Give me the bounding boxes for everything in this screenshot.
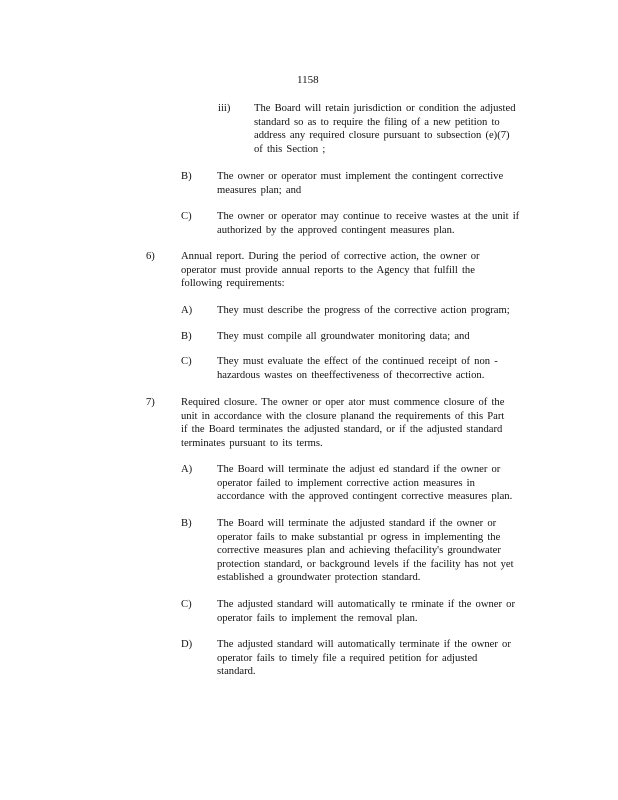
text-line: operator failed to implement corrective action measures in: [217, 477, 475, 489]
item-text: [217, 210, 519, 237]
text-line: The Board will terminate the adjusted standard if the owner or: [217, 518, 497, 529]
item-text: [217, 598, 515, 625]
item-text: [181, 396, 504, 450]
item-text: [217, 304, 510, 318]
text-line: They must compile all groundwater monitoring data; and: [217, 331, 470, 342]
item-text: [181, 250, 480, 291]
text-line: measures plan; and: [217, 184, 302, 196]
item-marker: A): [181, 464, 193, 475]
text-line: standard.: [217, 666, 256, 678]
item-marker: B): [181, 171, 192, 182]
text-line: The owner or operator may continue to receive wastes at the unit if: [217, 211, 520, 222]
text-line: if the Board terminates the adjusted standard, or if the adjusted standard: [181, 424, 503, 436]
text-line: operator fails to implement the removal plan.: [217, 612, 418, 624]
item-text: [217, 170, 503, 197]
page-number: 1158: [297, 74, 319, 86]
item-marker: C): [181, 211, 192, 222]
text-line: The Board will terminate the adjust ed standard if the owner or: [217, 464, 501, 475]
item-marker: 6): [146, 251, 155, 262]
item-marker: 7): [146, 397, 155, 408]
item-marker: A): [181, 305, 193, 316]
text-line: corrective measures plan and achieving thefacility's groundwater: [217, 545, 501, 557]
item-text: [217, 463, 512, 504]
item-marker: B): [181, 518, 192, 529]
text-line: They must describe the progress of the corrective action program;: [217, 305, 510, 316]
text-line: The adjusted standard will automatically terminate if the owner or: [217, 639, 511, 650]
text-line: Required closure. The owner or oper ator must commence closure of the: [181, 397, 505, 408]
text-line: Annual report. During the period of corrective action, the owner or: [181, 251, 480, 262]
item-text: [217, 638, 511, 679]
text-line: standard so as to require the filing of a new petition to: [254, 116, 500, 128]
item-marker: C): [181, 356, 192, 367]
text-line: address any required closure pursuant to subsection (e)(7): [254, 130, 510, 142]
text-line: operator must provide annual reports to the Agency that fulfill the: [181, 264, 475, 276]
text-line: The adjusted standard will automatically te rminate if the owner or: [217, 599, 515, 610]
text-line: The owner or operator must implement the contingent corrective: [217, 171, 504, 182]
text-line: following requirements:: [181, 278, 285, 290]
text-line: They must evaluate the effect of the continued receipt of non -: [217, 356, 498, 367]
text-line: hazardous wastes on theeffectiveness of thecorrective action.: [217, 369, 485, 381]
text-line: terminates pursuant to its terms.: [181, 437, 323, 449]
item-text: [217, 355, 498, 382]
text-line: operator fails to timely file a required petition for adjusted: [217, 652, 478, 664]
item-marker: C): [181, 599, 192, 610]
text-line: protection standard, or background levels if the facility has not yet: [217, 558, 514, 570]
text-line: authorized by the approved contingent measures plan.: [217, 224, 455, 236]
item-text: [217, 517, 514, 585]
text-line: of this Section ;: [254, 143, 326, 155]
text-line: The Board will retain jurisdiction or condition the adjusted: [254, 103, 516, 114]
item-marker: iii): [218, 103, 231, 114]
text-line: established a groundwater protection standard.: [217, 572, 421, 584]
text-line: accordance with the approved contingent corrective measures plan.: [217, 491, 513, 503]
text-line: operator fails to make substantial pr ogress in implementing the: [217, 531, 501, 543]
item-marker: B): [181, 331, 192, 342]
item-text: [217, 330, 470, 344]
item-marker: D): [181, 639, 193, 650]
item-text: [254, 102, 516, 156]
text-line: unit in accordance with the closure planand the requirements of this Part: [181, 410, 505, 422]
